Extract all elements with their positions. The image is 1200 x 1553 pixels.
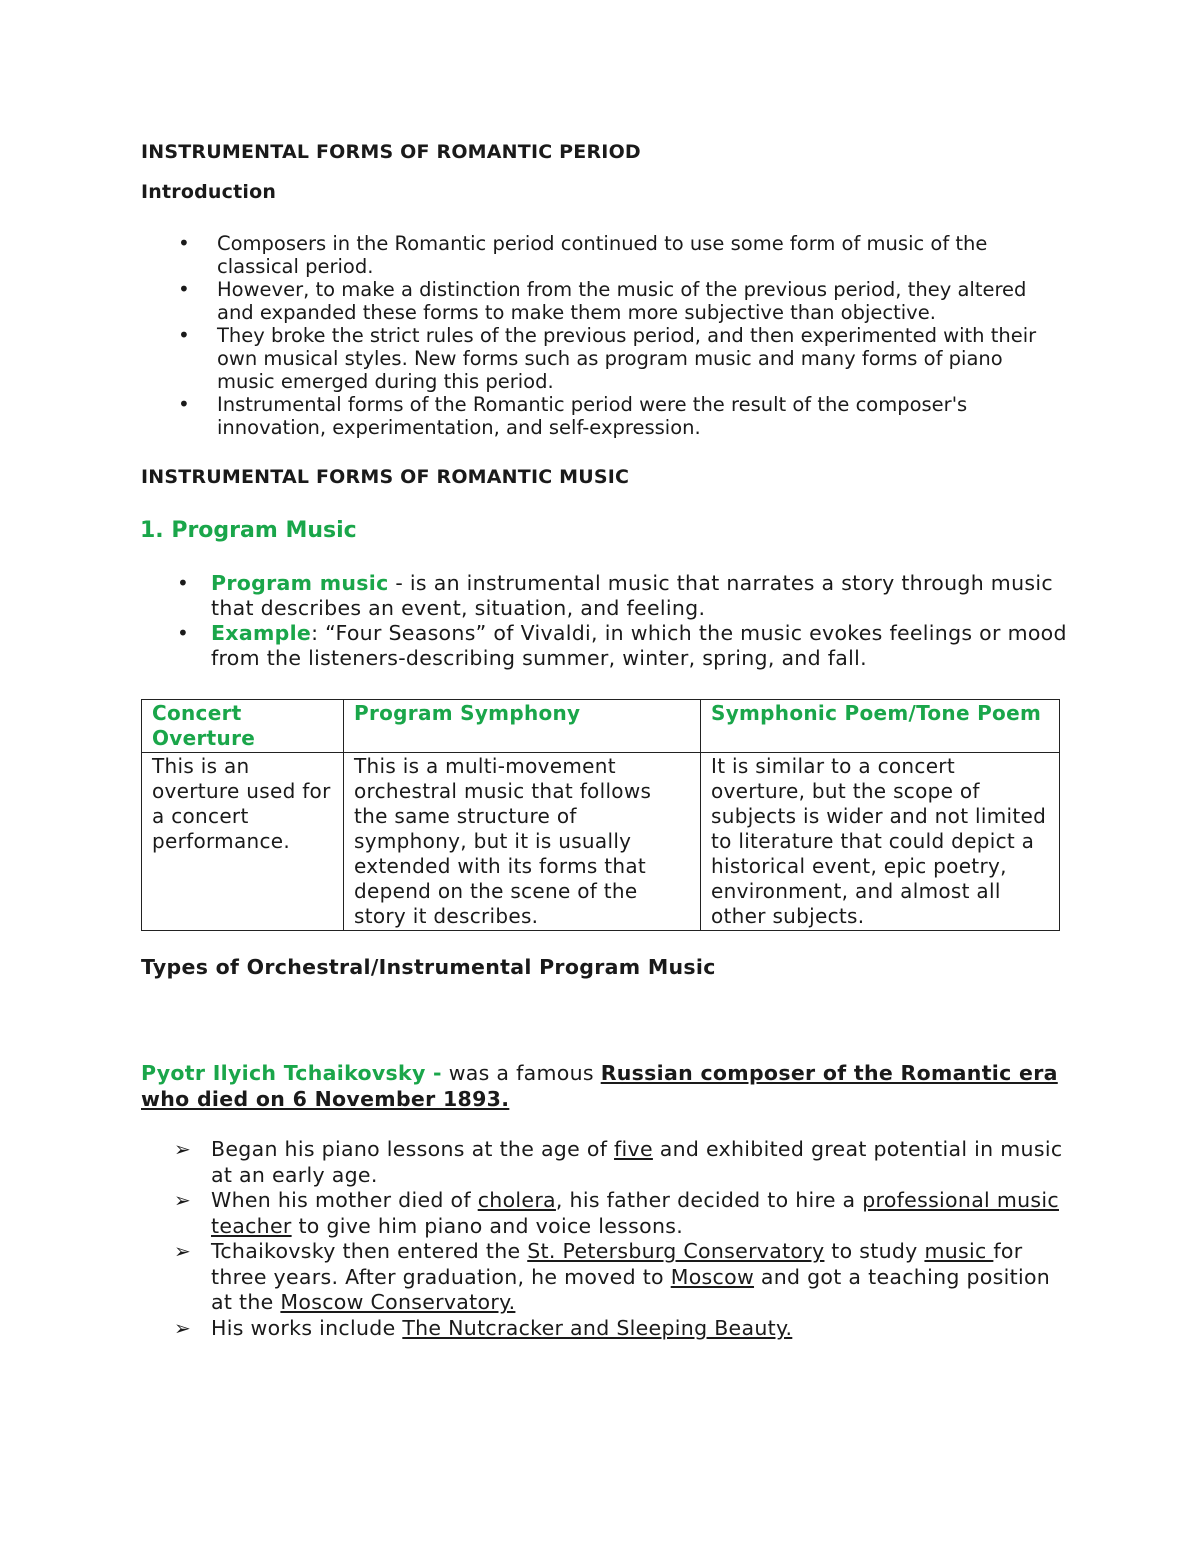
fact-text: and exhibited great potential in music at an early age. [211,1137,1063,1187]
link-text[interactable]: Moscow Conservatory. [280,1290,516,1314]
list-item [140,621,1070,671]
column-header: Concert Overture [142,700,344,753]
fact-text: to give him piano and voice lessons. [291,1213,684,1238]
intro-text: was a famous [441,1061,601,1085]
term-definition: - is an instrumental music that narrates a story through music that describes an event, situation, and feeling. [211,571,1053,620]
list-item: • They broke the strict rules of the previous period, and then experimented with their own musical styles. New forms such as program music and many forms of piano music emerged during this period. [140,324,1060,393]
composer-summary: Russian composer of the Romantic era who died on 6 November 1893. [141,1061,1058,1111]
list-item [140,1188,1070,1239]
link-text[interactable]: The Nutcracker and Sleeping Beauty. [402,1315,793,1340]
fact-text: When his mother died of [211,1188,478,1212]
fact-text: and got a teaching position at the [211,1264,1051,1314]
link-text[interactable]: music [924,1239,994,1263]
link-text[interactable]: professional music teacher [211,1188,1059,1238]
column-header: Program Symphony [344,700,701,753]
document-title: INSTRUMENTAL FORMS OF ROMANTIC PERIOD [141,141,641,163]
types-heading: Types of Orchestral/Instrumental Program Music [141,955,716,979]
term-label: Example [211,621,312,645]
list-item [140,571,1070,621]
intro-heading: Introduction [141,181,277,203]
link-text[interactable]: Moscow [670,1264,755,1289]
tchaikovsky-intro [141,1060,1061,1112]
link-text[interactable]: five [614,1137,653,1161]
arrow-bullet-icon: ➢ [174,1239,192,1263]
fact-text: , his father decided to hire a [555,1188,863,1212]
fact-text: Began his piano lessons at the age of [211,1137,615,1161]
fact-text: His works include [211,1315,403,1340]
program-music-title: 1. Program Music [140,518,357,543]
composer-name: Pyotr Ilyich Tchaikovsky - [141,1061,442,1085]
fact-text: to study [824,1239,925,1263]
table-cell: This is a multi-movement orchestral music that follows the same structure of symphony, but it is usually extended with its forms that depend on the scene of the story it describes. [344,753,701,931]
list-item [140,1239,1070,1316]
column-header: Symphonic Poem/Tone Poem [701,700,1060,753]
table-header-row [142,700,1060,753]
program-music-list [140,571,1070,671]
intro-bullet-list [140,232,1060,439]
list-item: • However, to make a distinction from the music of the previous period, they altered and expanded these forms to make them more subjective than objective. [140,278,1060,324]
fact-text: Tchaikovsky then entered the [211,1239,528,1263]
fact-text: for three years. After graduation, he moved to [211,1239,1023,1289]
arrow-bullet-icon: ➢ [174,1315,192,1340]
section-heading: INSTRUMENTAL FORMS OF ROMANTIC MUSIC [141,466,630,488]
list-item: • Instrumental forms of the Romantic period were the result of the composer's innovation, experimentation, and self-expression. [140,393,1060,439]
list-item [140,1316,1070,1342]
instrumental-forms-table [141,699,1060,931]
arrow-bullet-icon: ➢ [174,1188,192,1212]
link-text[interactable]: St. Petersburg Conservatory [527,1239,825,1263]
list-item [140,1137,1070,1188]
table-cell: This is an overture used for a concert performance. [142,753,344,931]
table-row [142,753,1060,931]
link-text[interactable]: cholera [477,1188,556,1212]
term-definition: : “Four Seasons” of Vivaldi, in which the music evokes feelings or mood from the listeners-describing summer, winter, spring, and fall. [211,621,1067,670]
table-cell: It is similar to a concert overture, but the scope of subjects is wider and not limited to literature that could depict a historical event, epic poetry, environment, and almost all other subjects. [701,753,1060,931]
tchaikovsky-facts-list [140,1137,1070,1341]
term-label: Program music [211,571,389,595]
list-item: • Composers in the Romantic period continued to use some form of music of the classical period. [140,232,1060,278]
arrow-bullet-icon: ➢ [174,1137,192,1161]
